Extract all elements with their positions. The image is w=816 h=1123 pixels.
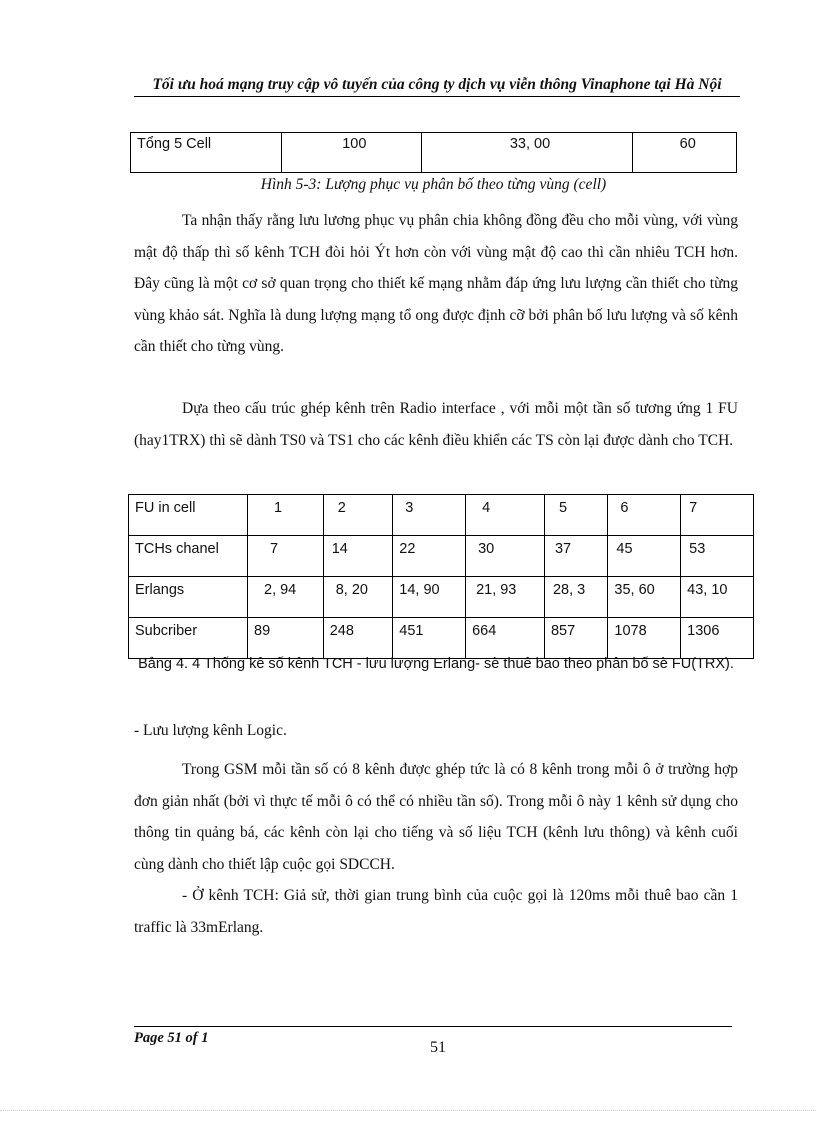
table-cell: 664 [466,618,545,659]
table-cell: Tổng 5 Cell [131,133,282,173]
table-row [129,536,754,577]
paragraph-channel-structure: Dựa theo cấu trúc ghép kênh trên Radio interface , với mỗi một tần số tương ứng 1 FU (hay1TRX) thì sẽ dành TS0 và TS1 cho các kênh điều khiển các TS còn lại được dành cho TCH. [134,400,738,449]
table-cell: 451 [393,618,466,659]
table-cell: 2 [323,495,393,536]
table-cell: 43, 10 [681,577,754,618]
paragraph-traffic-distribution: Ta nhận thấy rằng lưu lương phục vụ phân chia không đồng đều cho mỗi vùng, với vùng mật độ thấp thì số kênh TCH đòi hỏi Ýt hơn còn với vùng mật độ cao thì cần nhiêu TCH hơn. Đây cũng là một cơ sở quan trọng cho thiết kế mạng nhằm đáp ứng lưu lượng cần thiết cho từng vùng khảo sát. Nghĩa là dung lượng mạng tổ ong được định cỡ bởi phân bố lưu lượng và số kênh cần thiết cho từng vùng. [134,212,738,355]
table-cell: 1 [248,495,324,536]
table-cell: 35, 60 [608,577,681,618]
table-cell: 14 [323,536,393,577]
table-cell: 30 [466,536,545,577]
summary-table [130,132,737,173]
table-cell: 248 [323,618,393,659]
footer-page-label: Page 51 of 1 [134,1030,209,1046]
fu-table [128,494,754,659]
document-header-title: Tối ưu hoá mạng truy cập vô tuyến của công ty dịch vụ viễn thông Vinaphone tại Hà Nội [152,76,722,93]
table-cell: 14, 90 [393,577,466,618]
table-cell: 1078 [608,618,681,659]
footer-rule [134,1026,732,1027]
paragraph-gsm-channels: Trong GSM mỗi tần số có 8 kênh được ghép tức là có 8 kênh trong mỗi ô ở trường hợp đơn giản nhất (bởi vì thực tế mỗi ô có thể có nhiều tần số). Trong mỗi ô này 1 kênh sử dụng cho thông tin quảng bá, các kênh còn lại cho tiếng và số liệu TCH (kênh lưu thông) và kênh cuối cùng dành cho thiết lập cuộc gọi SDCCH. [134,761,738,873]
table-cell: 3 [393,495,466,536]
table-cell: TCHs chanel [129,536,248,577]
table-cell: Erlangs [129,577,248,618]
table-row [129,495,754,536]
table-cell: 857 [544,618,607,659]
table-cell: 33, 00 [421,133,633,173]
table-cell: 1306 [681,618,754,659]
table-cell: 7 [681,495,754,536]
table-cell: 60 [633,133,737,173]
table-cell: 2, 94 [248,577,324,618]
figure-caption: Hình 5-3: Lượng phục vụ phân bố theo từng vùng (cell) [260,176,607,193]
paragraph-logic-channel-heading: - Lưu lượng kênh Logic. [134,722,287,739]
table-cell: 8, 20 [323,577,393,618]
table-cell: 53 [681,536,754,577]
table-cell: 21, 93 [466,577,545,618]
table-cell: 5 [544,495,607,536]
table-cell: 28, 3 [544,577,607,618]
page-number: 51 [430,1039,446,1056]
table-cell: 6 [608,495,681,536]
table-row [131,133,737,173]
table-caption: Bảng 4. 4 Thống kê số kênh TCH - lưu lượng Erlang- sè thuê bao theo phân bố sè FU(TRX). [138,656,734,672]
table-cell: 45 [608,536,681,577]
header-rule [134,96,740,97]
table-cell: FU in cell [129,495,248,536]
table-cell: 37 [544,536,607,577]
table-cell: 4 [466,495,545,536]
page-edge [0,1110,816,1111]
table-cell: Subcriber [129,618,248,659]
table-cell: 22 [393,536,466,577]
table-cell: 7 [248,536,324,577]
paragraph-tch-traffic: - Ở kênh TCH: Giả sử, thời gian trung bình của cuộc gọi là 120ms mỗi thuê bao cần 1 traffic là 33mErlang. [134,887,738,936]
table-cell: 100 [282,133,422,173]
table-cell: 89 [248,618,324,659]
table-row [129,577,754,618]
